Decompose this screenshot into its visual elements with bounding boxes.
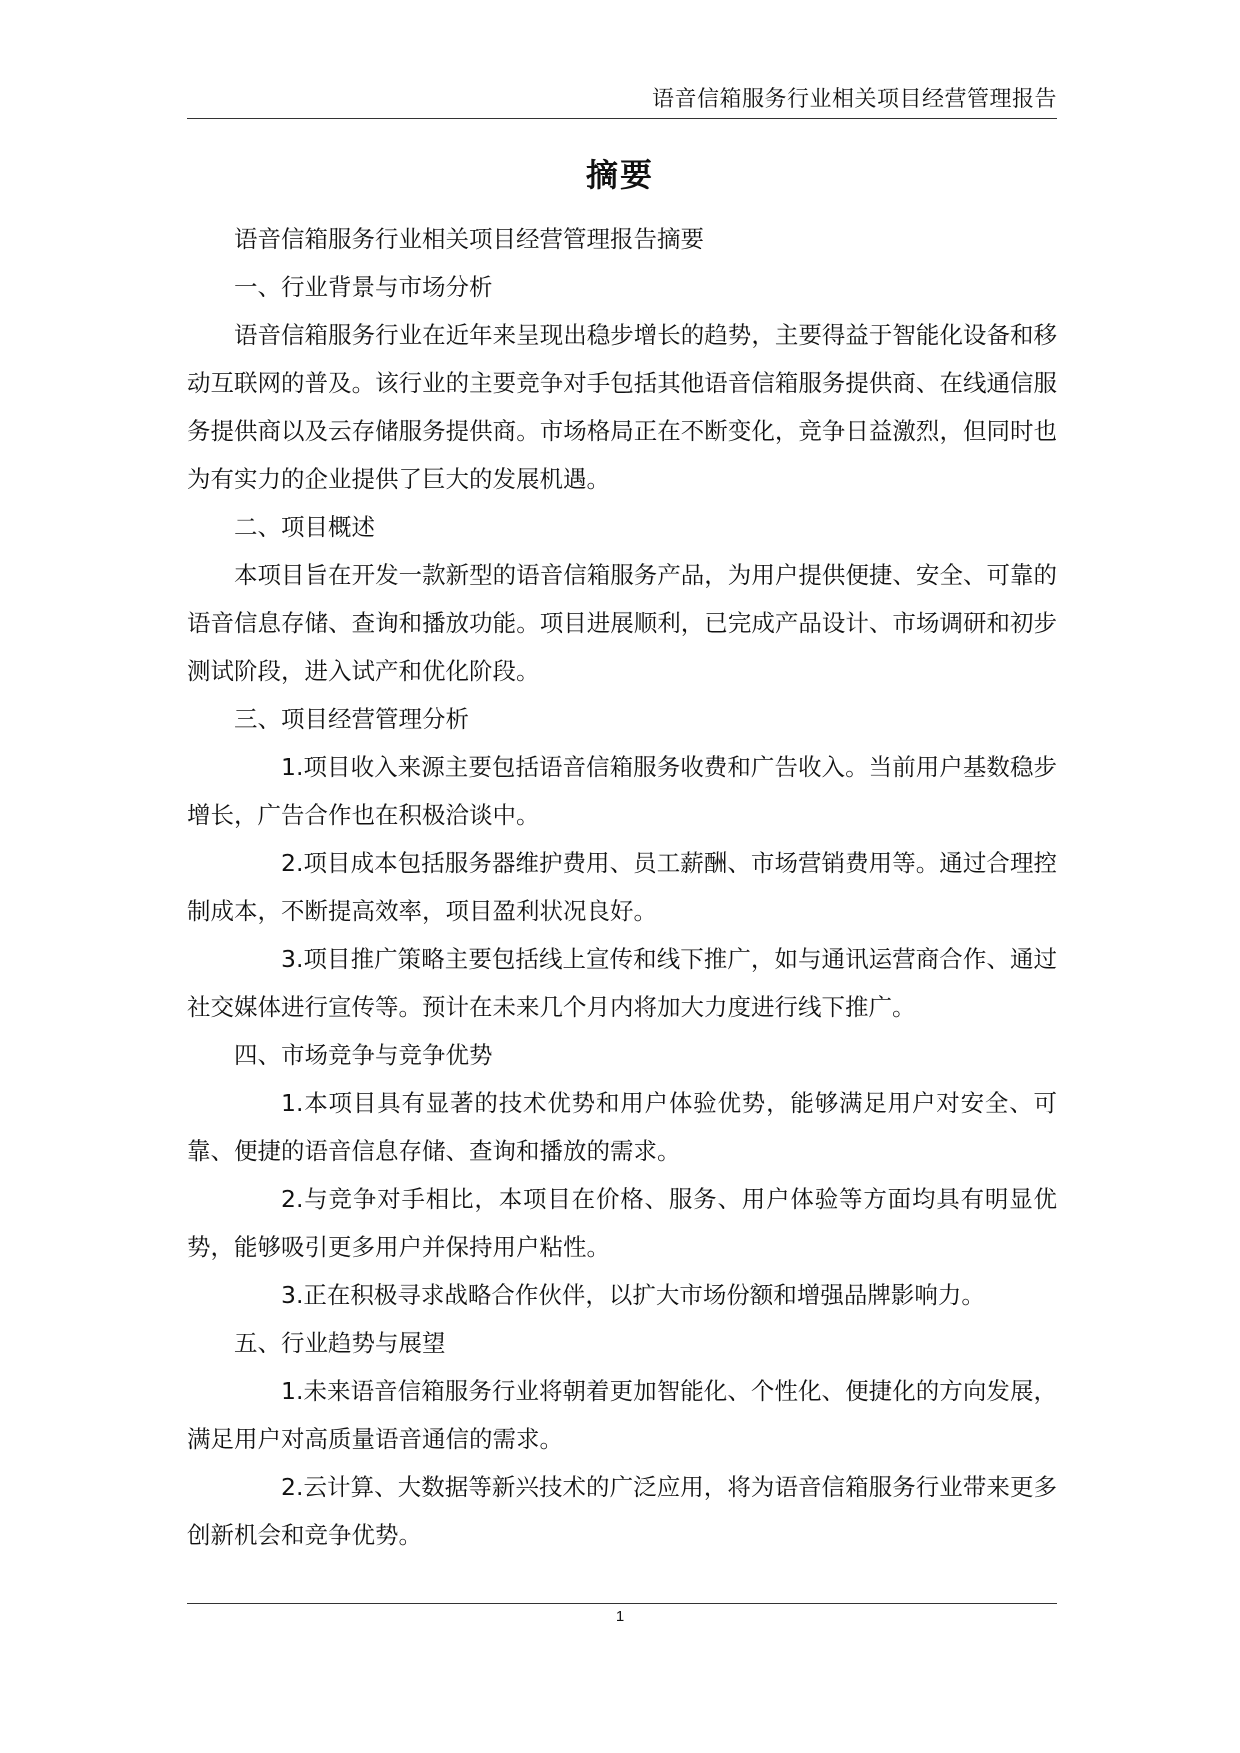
list-item-cost: 2.项目成本包括服务器维护费用、员工薪酬、市场营销费用等。通过合理控制成本，不断提高效率，项目盈利状况良好。 (187, 849, 1057, 925)
header-divider (187, 118, 1057, 119)
list-item-partnership: 3.正在积极寻求战略合作伙伴，以扩大市场份额和增强品牌影响力。 (281, 1281, 985, 1309)
section-heading-background: 一、行业背景与市场分析 (234, 273, 493, 301)
footer-divider (187, 1603, 1057, 1604)
list-item-future-direction: 1.未来语音信箱服务行业将朝着更加智能化、个性化、便捷化的方向发展，满足用户对高质量语音通信的需求。 (187, 1377, 1057, 1453)
list-item-competitor-comparison: 2.与竞争对手相比，本项目在价格、服务、用户体验等方面均具有明显优势，能够吸引更多用户并保持用户粘性。 (187, 1185, 1057, 1261)
paragraph-summary-intro: 语音信箱服务行业相关项目经营管理报告摘要 (234, 225, 704, 253)
section-heading-overview: 二、项目概述 (234, 513, 375, 541)
section-heading-competition: 四、市场竞争与竞争优势 (234, 1041, 493, 1069)
section-heading-trends: 五、行业趋势与展望 (234, 1329, 446, 1357)
list-item-promotion: 3.项目推广策略主要包括线上宣传和线下推广，如与通讯运营商合作、通过社交媒体进行宣传等。预计在未来几个月内将加大力度进行线下推广。 (187, 945, 1057, 1021)
list-item-tech-advantage: 1.本项目具有显著的技术优势和用户体验优势，能够满足用户对安全、可靠、便捷的语音信息存储、查询和播放的需求。 (187, 1089, 1057, 1165)
document-title: 摘要 (585, 156, 654, 194)
paragraph-project-overview: 本项目旨在开发一款新型的语音信箱服务产品，为用户提供便捷、安全、可靠的语音信息存储、查询和播放功能。项目进展顺利，已完成产品设计、市场调研和初步测试阶段，进入试产和优化阶段。 (187, 561, 1057, 685)
list-item-revenue: 1.项目收入来源主要包括语音信箱服务收费和广告收入。当前用户基数稳步增长，广告合作也在积极洽谈中。 (187, 753, 1057, 829)
section-heading-management: 三、项目经营管理分析 (234, 705, 469, 733)
running-header-title: 语音信箱服务行业相关项目经营管理报告 (651, 87, 1057, 112)
document-body (187, 215, 1057, 1559)
list-item-new-technology: 2.云计算、大数据等新兴技术的广泛应用，将为语音信箱服务行业带来更多创新机会和竞争优势。 (187, 1473, 1057, 1549)
page-number: 1 (615, 1608, 625, 1625)
paragraph-industry-analysis: 语音信箱服务行业在近年来呈现出稳步增长的趋势，主要得益于智能化设备和移动互联网的普及。该行业的主要竞争对手包括其他语音信箱服务提供商、在线通信服务提供商以及云存储服务提供商。市场格局正在不断变化，竞争日益激烈，但同时也为有实力的企业提供了巨大的发展机遇。 (187, 321, 1057, 493)
